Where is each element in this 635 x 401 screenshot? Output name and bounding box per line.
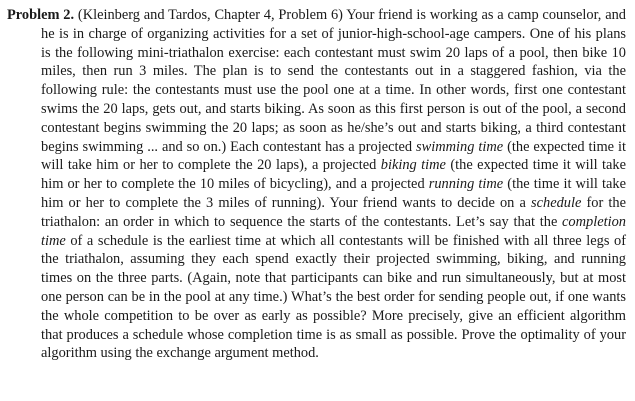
problem-text-segment: of a schedule is the earliest time at which all contestants will be finished with all three legs of the triathalon, assuming they each spend exactly their projected swimming, biking, and running times on the three parts. (Again, note that participants can bike and run simultaneously, but at most one person can be in the pool at any time.) What’s the best order for sending people out, if one wants the whole competition to be over as early as possible? More precisely, give an efficient algorithm that produces a schedule whose completion time is as small as possible. Prove the optimality of your algorithm using the exchange argument method. <box>41 232 626 362</box>
problem-text-segment: for the triathalon: an order in which to sequence the starts of the contestants. Let’s say that the <box>41 194 626 230</box>
problem-label: Problem 2. <box>7 7 75 23</box>
term-schedule: schedule <box>531 194 582 211</box>
term-running-time: running time <box>428 176 504 193</box>
problem-text-segment: (the expected time it will take him or her to complete the 20 laps), a projected <box>41 138 626 174</box>
problem-statement <box>7 6 626 363</box>
term-completion-time: completion time <box>41 213 626 249</box>
problem-text-segment: (the expected time it will take him or her to complete the 10 miles of bicycling), and a projected <box>41 157 626 193</box>
term-swimming-time: swimming time <box>416 138 504 155</box>
problem-text-segment: (the time it will take him or her to complete the 3 miles of running). Your friend wants to decide on a <box>41 176 626 211</box>
problem-text-segment: (Kleinberg and Tardos, Chapter 4, Problem 6) Your friend is working as a camp counselor, and he is in charge of organizing activities for a set of junior-high-school-age campers. One of his plans is the following mini-triathalon exercise: each contestant must swim 20 laps of a pool, then bike 10 miles, then run 3 miles. The plan is to send the contestants out in a staggered fashion, via the following rule: the contestants must use the pool one at a time. In other words, first one contestant swims the 20 laps, gets out, and starts biking. As soon as this first person is out of the pool, a second contestant begins swimming the 20 laps; as soon as he/she’s out and starts biking, a third contestant begins swimming ... and so on.) Each contestant has a projected <box>41 7 626 155</box>
term-biking-time: biking time <box>380 157 446 174</box>
